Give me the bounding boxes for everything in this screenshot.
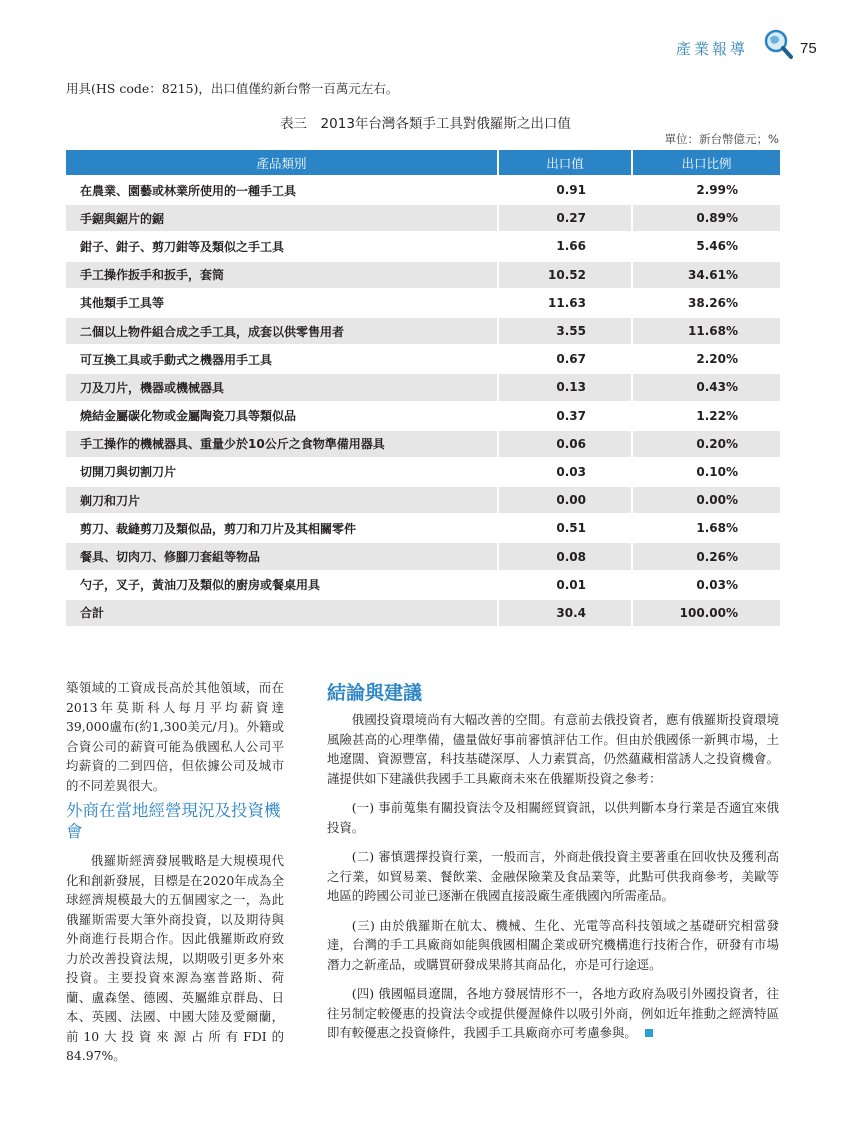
row-share: 38.26%: [632, 289, 780, 317]
table-title: 表三 2013年台灣各類手工具對俄羅斯之出口值: [280, 116, 571, 132]
export-table: [66, 150, 780, 626]
row-value: 0.51: [498, 514, 632, 542]
row-share: 0.43%: [632, 373, 780, 401]
header-category: 產品類別: [66, 150, 498, 176]
recommendation-1: (一) 事前蒐集有關投資法令及相關經貿資訊，以供判斷本身行業是否適宜來俄投資。: [327, 800, 779, 835]
recommendation-3: (三) 由於俄羅斯在航太、機械、生化、光電等高科技領域之基礎研究相當發達，台灣的手工具廠商如能與俄國相關企業或研究機構進行技術合作，研發有市場潛力之新產品，或購買研發成果將其商品化，亦是可行途逕。: [327, 917, 779, 972]
table-row: [66, 458, 780, 486]
end-mark-icon: [645, 1029, 653, 1037]
row-share: 0.00%: [632, 486, 780, 514]
left-column: [66, 678, 284, 795]
table-row: [66, 261, 780, 289]
table-row: [66, 402, 780, 430]
table-unit: 單位：新台幣億元；%: [664, 132, 779, 146]
table-row: [66, 599, 780, 626]
row-value: 10.52: [498, 261, 632, 289]
row-category: 剪刀、裁縫剪刀及類似品，剪刀和刀片及其相關零件: [66, 514, 498, 542]
row-share: 0.10%: [632, 458, 780, 486]
row-share: 34.61%: [632, 261, 780, 289]
row-value: 0.37: [498, 402, 632, 430]
page-number: 75: [800, 40, 817, 57]
row-category: 切開刀與切割刀片: [66, 458, 498, 486]
row-share: 2.99%: [632, 176, 780, 204]
magnifier-globe-icon: [762, 28, 794, 60]
left-column-lower: [66, 851, 284, 1066]
table-row: [66, 514, 780, 542]
row-share: 11.68%: [632, 317, 780, 345]
right-paragraph-1: 俄國投資環境尚有大幅改善的空間。有意前去俄投資者，應有俄羅斯投資環境風險甚高的心理準備，儘量做好事前審慎評估工作。但由於俄國係一新興市場，土地遼闊、資源豐富，科技基礎深厚、人力素質高，仍然蘊藏相當誘人之投資機會。謹提供如下建議供我國手工具廠商未來在俄羅斯投資之參考：: [327, 712, 779, 786]
left-paragraph-1: 築領域的工資成長高於其他領域，而在2013年莫斯科人每月平均薪資達39,000盧布(約1,300美元/月)。外籍或合資公司的薪資可能為俄國私人公司平均薪資的二到四倍，但依據公司及城市的不同差異很大。: [66, 680, 284, 793]
table-row: [66, 571, 780, 599]
table-row: [66, 542, 780, 570]
table-row: [66, 486, 780, 514]
row-value: 0.13: [498, 373, 632, 401]
row-category: 其他類手工具等: [66, 289, 498, 317]
row-share: 1.68%: [632, 514, 780, 542]
row-category: 燒結金屬碳化物或金屬陶瓷刀具等類似品: [66, 402, 498, 430]
table-row: [66, 176, 780, 204]
table-header-row: [66, 150, 780, 176]
row-value: 3.55: [498, 317, 632, 345]
row-value: 0.01: [498, 571, 632, 599]
row-value: 0.00: [498, 486, 632, 514]
row-category: 手工操作的機械器具、重量少於10公斤之食物準備用器具: [66, 430, 498, 458]
table-row: [66, 232, 780, 260]
table-body: [66, 176, 780, 626]
row-share: 0.26%: [632, 542, 780, 570]
row-share: 0.20%: [632, 430, 780, 458]
row-value: 1.66: [498, 232, 632, 260]
row-share: 1.22%: [632, 402, 780, 430]
row-share: 0.89%: [632, 204, 780, 232]
conclusion-heading: 結論與建議: [327, 682, 423, 704]
table-row: [66, 204, 780, 232]
recommendation-4: (四) 俄國幅員遼闊，各地方發展情形不一，各地方政府為吸引外國投資者，往往另制定較優惠的投資法令或提供優渥條件以吸引外商，例如近年推動之經濟特區即有較優惠之投資條件，我國手工具廠商亦可考慮參與。: [327, 986, 779, 1040]
left-paragraph-2: 俄羅斯經濟發展戰略是大規模現代化和創新發展，目標是在2020年成為全球經濟規模最大的五個國家之一，為此俄羅斯需要大筆外商投資，以及期待與外商進行長期合作。因此俄羅斯政府致力於改善投資法規，以期吸引更多外來投資。主要投資來源為塞普路斯、荷蘭、盧森堡、德國、英屬維京群島、日本、英國、法國、中國大陸及愛爾蘭，前10大投資來源占所有FDI的84.97%。: [66, 853, 284, 1063]
row-category: 可互換工具或手動式之機器用手工具: [66, 345, 498, 373]
section-label: 產業報導: [676, 40, 749, 58]
row-share: 0.03%: [632, 571, 780, 599]
row-category: 刀及刀片，機器或機械器具: [66, 373, 498, 401]
row-category: 在農業、園藝或林業所使用的一種手工具: [66, 176, 498, 204]
table-row: [66, 317, 780, 345]
intro-text: 用具(HS code：8215)，出口值僅約新台幣一百萬元左右。: [66, 81, 399, 96]
row-category: 勺子，叉子，黃油刀及類似的廚房或餐桌用具: [66, 571, 498, 599]
row-category: 手工操作扳手和扳手，套筒: [66, 261, 498, 289]
recommendation-2: (二) 審慎選擇投資行業，一般而言，外商赴俄投資主要著重在回收快及獲利高之行業，如貿易業、餐飲業、金融保險業及食品業等，此點可供我商參考，美歐等地區的跨國公司並已逐漸在俄國直接設廠生產俄國內所需產品。: [327, 849, 779, 903]
row-category: 二個以上物件組合成之手工具，成套以供零售用者: [66, 317, 498, 345]
row-category: 剃刀和刀片: [66, 486, 498, 514]
row-share: 2.20%: [632, 345, 780, 373]
row-share: 5.46%: [632, 232, 780, 260]
row-value: 0.27: [498, 204, 632, 232]
right-column: [327, 710, 779, 1043]
row-value: 0.06: [498, 430, 632, 458]
row-value: 0.08: [498, 542, 632, 570]
row-category: 鉗子、鉗子、剪刀鉗等及類似之手工具: [66, 232, 498, 260]
row-value: 0.03: [498, 458, 632, 486]
table-row: [66, 430, 780, 458]
table-row: [66, 289, 780, 317]
row-category: 餐具、切肉刀、修腳刀套組等物品: [66, 542, 498, 570]
left-heading: 外商在當地經營現況及投資機會: [66, 801, 281, 841]
row-category: 手鋸與鋸片的鋸: [66, 204, 498, 232]
header-value: 出口值: [498, 150, 632, 176]
row-value: 30.4: [498, 599, 632, 626]
row-value: 0.67: [498, 345, 632, 373]
table-row: [66, 373, 780, 401]
row-share: 100.00%: [632, 599, 780, 626]
table-row: [66, 345, 780, 373]
header-share: 出口比例: [632, 150, 780, 176]
row-value: 0.91: [498, 176, 632, 204]
row-category: 合計: [66, 599, 498, 626]
row-value: 11.63: [498, 289, 632, 317]
